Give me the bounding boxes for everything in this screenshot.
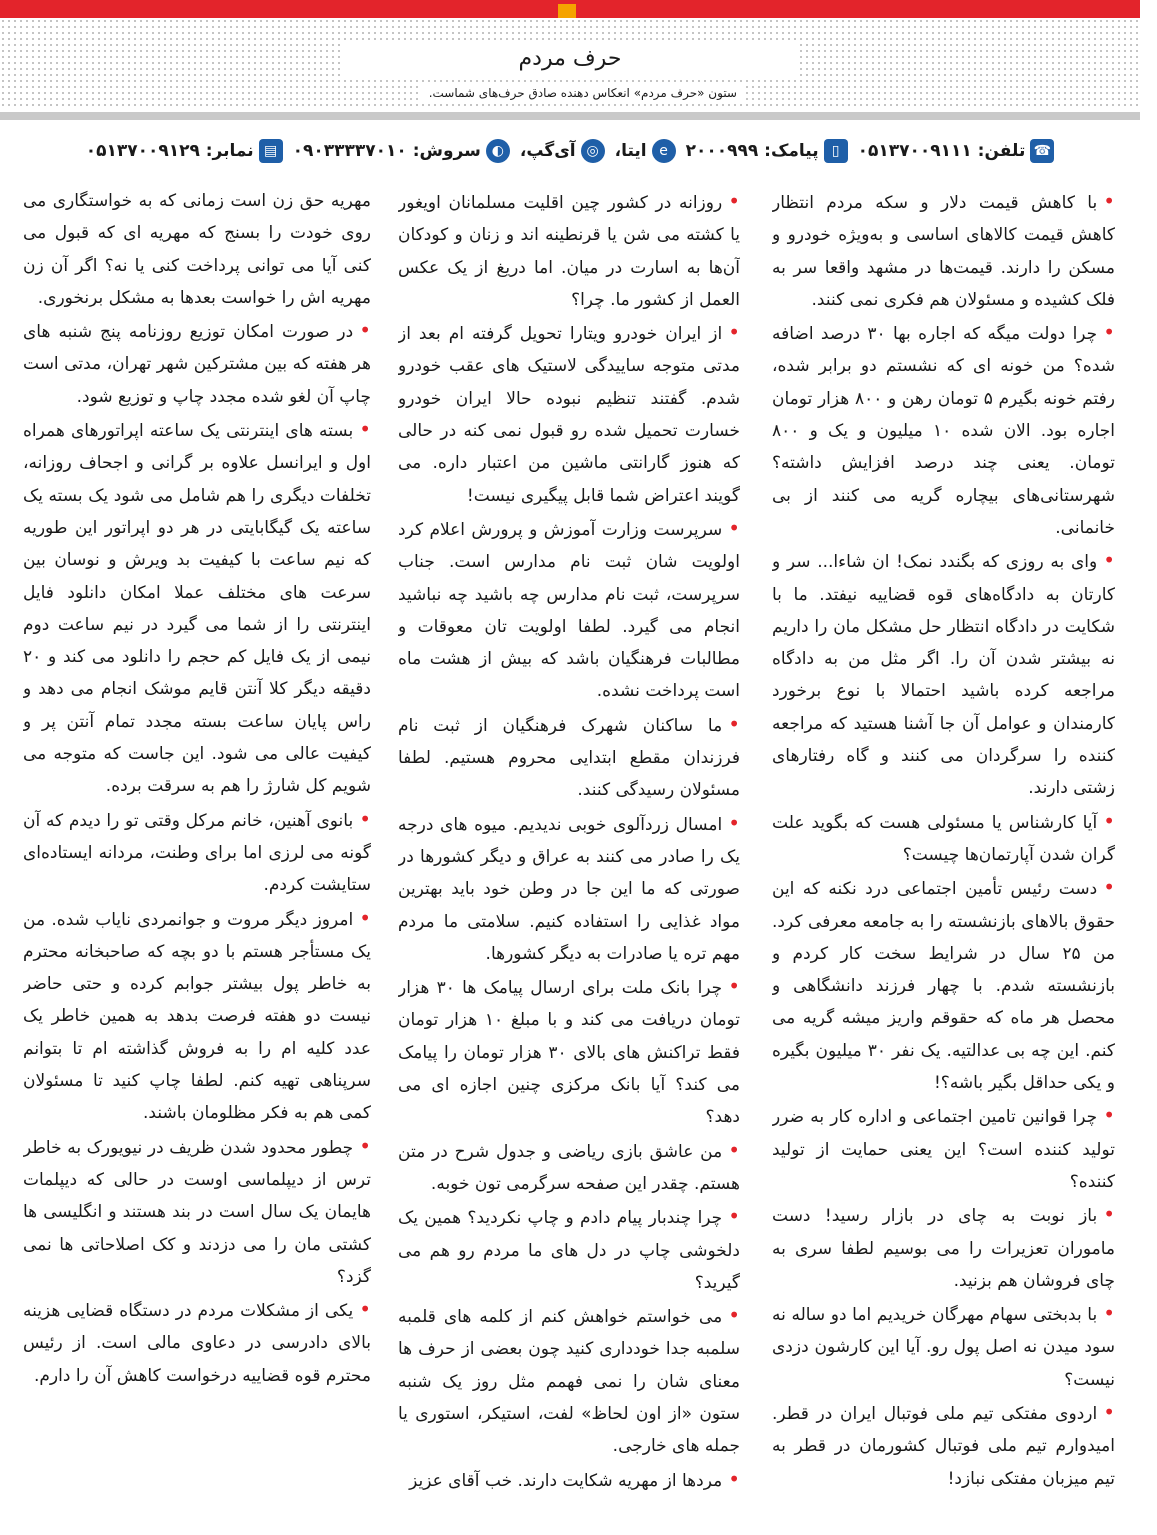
- bullet-icon: •: [359, 1133, 371, 1158]
- message-text: دست رئیس تأمین اجتماعی درد نکنه که این حقوق بالاهای بازنشسته را به جامعه معرفی کرد. من ۲۵ سال در شرایط سخت کار کردم و بازنشسته شدم. با چهار فرزند دانشگاهی و محصل هر ماه که حقوقم واریز میشه گریه می کنم. این چه بی عدالتیه. یک نفر ۳۰ میلیون بگیره و یکی حداقل بگیر باشه؟!: [772, 879, 1115, 1094]
- message-text: می خواستم خواهش کنم از کلمه های قلمبه سلمبه جدا خودداری کنید چون بعضی از حرف ها معنای شان را نمی فهمم مثل روز یک شنبه ستون «از اون لحاظ» لفت، استیکر، استوری یا جمله های خارجی.: [398, 1307, 740, 1457]
- message-item: [398, 316, 740, 512]
- message-text: چرا بانک ملت برای ارسال پیامک ها ۳۰ هزار تومان دریافت می کند و با مبلغ ۱۰ هزار تومان فقط تراکنش های بالای ۳۰ هزار تومان را پیامک می کند؟ آیا بانک مرکزی چنین اجازه ای می دهد؟: [398, 978, 740, 1128]
- message-text: چرا دولت میگه که اجاره بها ۳۰ درصد اضافه شده؟ من خونه ای که نشستم دو برابر شده، رفتم خونه بگیرم ۵ تومان رهن و ۸۰۰ هزار تومان اجاره بود. الان شده ۱۰ میلیون و یک و ۸۰۰ تومان. یعنی چند درصد افزایش داشته؟ شهرستانی‌های بیچاره گریه می کنند از بی خانمانی.: [772, 324, 1115, 538]
- contact-soroush: [293, 139, 510, 163]
- message-item: [398, 512, 740, 708]
- message-text: با کاهش قیمت دلار و سکه مردم انتظار کاهش قیمت کالاهای اساسی و به‌ویژه خودرو و مسکن را دارند. قیمت‌ها در مشهد واقعا سر به فلک کشیده و مسئولان هم فکری نمی کنند.: [772, 193, 1115, 310]
- mobile-icon: ▯: [824, 139, 848, 163]
- message-text: روزانه در کشور چین اقلیت مسلمانان اویغور یا کشته می شن یا قرنطینه اند و زنان و کودکان آن‌ها به اسارت در میان. اما دریغ از یک عکس العمل از کشور ما. چرا؟: [398, 193, 740, 310]
- bullet-icon: •: [728, 320, 740, 345]
- message-text: مهریه حق زن است زمانی که به خواستگاری می روی خودت را بسنج که مهریه ای که قبول می کنی آیا می توانی پرداخت کنی یا نه؟ اگر آن زن مهریه اش را خواست بعدها به مشکل برنخوری.: [23, 191, 371, 308]
- contact-igap-text: آی‌گپ،: [519, 141, 576, 161]
- bullet-icon: •: [1103, 1301, 1115, 1326]
- message-text: بانوی آهنین، خانم مرکل وقتی تو را دیدم که آن گونه می لرزی اما برای وطنت، مردانه ایستاده‌ای ستایشت کردم.: [23, 810, 371, 896]
- bullet-icon: •: [1103, 189, 1115, 213]
- column-1: [772, 185, 1115, 1525]
- message-item: [398, 807, 740, 970]
- bullet-icon: •: [728, 1204, 740, 1229]
- bullet-icon: •: [1103, 320, 1115, 345]
- bullet-icon: •: [728, 711, 740, 736]
- message-item: [398, 1200, 740, 1299]
- message-item: [23, 314, 371, 413]
- message-text: یکی از مشکلات مردم در دستگاه قضایی هزینه بالای دادرسی در دعاوی مالی است. از رئیس محترم قوه قضاییه درخواست کاهش آن را دارم.: [23, 1301, 371, 1386]
- bullet-icon: •: [359, 417, 371, 442]
- bullet-icon: •: [728, 189, 740, 213]
- message-text: وای به روزی که بگندد نمک! ان شاءا... سر و کارتان به دادگاه‌های قوه قضاییه نیفتد. ما با شکایت در دادگاه انتظار حل مشکل مان را داریم نه بیشتر شدن آن را. اگر مثل من به دادگاه مراجعه کرده باشید احتمالا با نوع برخورد کارمندان و عوامل آن جا آشنا هستید که مراجعه کننده را سرگردان می کنند و گاه رفتارهای زشتی دارند.: [772, 552, 1115, 799]
- message-item: [23, 1130, 371, 1293]
- message-text: سرپرست وزارت آموزش و پرورش اعلام کرد اولویت شان ثبت نام مدارس است. جناب سرپرست، ثبت نام مدارس چه باشید چه نباشید انجام می گیرد. لطفا اولویت تان معوقات و مطالبات فرهنگیان باشد که بیش از هشت ماه است پرداخت نشده.: [398, 519, 740, 702]
- contact-igap: [520, 139, 605, 163]
- message-text: آیا کارشناس یا مسئولی هست که بگوید علت گران شدن آپارتمان‌ها چیست؟: [772, 812, 1115, 865]
- message-item: [398, 185, 740, 316]
- message-text: مردها از مهریه شکایت دارند. خب آقای عزیز: [409, 1470, 723, 1491]
- message-item: [772, 1297, 1115, 1396]
- column-3: [23, 185, 371, 1525]
- message-item: [23, 902, 371, 1130]
- contact-phone: [858, 139, 1055, 163]
- igap-icon: ◎: [581, 139, 605, 163]
- masthead: [0, 18, 1140, 110]
- divider-bar: [0, 112, 1140, 120]
- contact-bar: [0, 130, 1140, 172]
- bullet-icon: •: [728, 515, 740, 540]
- contact-eitaa-text: ایتا،: [614, 141, 647, 161]
- soroush-icon: ◐: [486, 139, 510, 163]
- message-text: از ایران خودرو ویتارا تحویل گرفته ام بعد از مدتی متوجه ساییدگی لاستیک های عقب خودرو شدم. گفتند تنظیم نبوده حالا ایران خودرو خسارت تحمیل شده رو قبول نمی کنه در حالی که هنوز گارانتی ماشین من اعتبار داره. می گویند اعتراض شما قابل پیگیری نیست!: [398, 324, 740, 506]
- message-item: [772, 185, 1115, 316]
- message-item: [772, 1396, 1115, 1495]
- contact-soroush-text: سروش: ۰۹۰۳۳۳۳۷۰۱۰: [292, 141, 481, 161]
- message-item: [23, 413, 371, 803]
- message-text: امسال زردآلوی خوبی ندیدیم. میوه های درجه یک را صادر می کنند به عراق و دیگر کشورها در صورتی که ما این جا در وطن خود باید بهترین مواد غذایی را استفاده کنیم. سلامتی ما مردم مهم تره یا صادرات به دیگر کشورها.: [398, 814, 740, 964]
- contact-sms: [686, 139, 848, 163]
- message-item: [23, 1293, 371, 1392]
- bullet-icon: •: [728, 810, 740, 835]
- eitaa-icon: e: [652, 139, 676, 163]
- message-text: من عاشق بازی ریاضی و جدول شرح در متن هستم. چقدر این صفحه سرگرمی تون خوبه.: [398, 1141, 740, 1194]
- message-text: در صورت امکان توزیع روزنامه پنج شنبه های هر هفته که بین مشترکین شهر تهران، مدتی است چاپ آن لغو شده مجدد چاپ و توزیع شود.: [23, 322, 371, 407]
- message-item: [772, 544, 1115, 804]
- message-item: [23, 185, 371, 314]
- column-2: [398, 185, 740, 1525]
- message-item: [398, 1134, 740, 1201]
- page-subtitle: ستون «حرف مردم» انعکاس دهنده صادق حرف‌های شماست.: [421, 84, 745, 102]
- contact-sms-text: پیامک: ۲۰۰۰۹۹۹: [685, 141, 819, 161]
- bullet-icon: •: [728, 1137, 740, 1162]
- bullet-icon: •: [359, 806, 371, 831]
- contact-fax: [86, 139, 283, 163]
- bullet-icon: •: [728, 1303, 740, 1328]
- message-text: باز نوبت به چای در بازار رسید! دست ماموران تعزیرات را می بوسیم لطفا سری به چای فروشان هم بزنید.: [772, 1206, 1115, 1291]
- message-text: بسته های اینترنتی یک ساعته اپراتورهای همراه اول و ایرانسل علاوه بر گرانی و اجحاف روزانه، تخلفات دیگری را هم شامل می شود یک بسته یک ساعته یک گیگابایتی در هر دو اپراتور این طوریه که نیم ساعت با کیفیت بد ویرش و نوسان بین سرعت های مختلف عملا امکان دانلود فایل اینترنتی را از شما می گیرد در نیم ساعت دوم نیمی از یک فایل کم حجم را دانلود می کند و ۲۰ دقیقه دیگر کلا آنتن قایم موشک انجام می دهد و راس پایان ساعت بسته مجدد تمام آنتن پر و کیفیت عالی می شود. این جاست که متوجه می شویم کل شارژ را هم به سرقت برده.: [23, 421, 371, 797]
- bullet-icon: •: [728, 974, 740, 999]
- message-item: [772, 1099, 1115, 1198]
- page-title: حرف مردم: [340, 40, 800, 78]
- message-text: با بدبختی سهام مهرگان خریدیم اما دو ساله نه سود میدن نه اصل پول رو. آیا این کارشون دزدی نیست؟: [772, 1305, 1115, 1390]
- message-text: ما ساکنان شهرک فرهنگیان از ثبت نام فرزندان مقطع ابتدایی محروم هستیم. لطفا مسئولان رسیدگی کنند.: [398, 715, 740, 801]
- message-item: [398, 708, 740, 807]
- bullet-icon: •: [1103, 1103, 1115, 1128]
- message-text: اردوی مفتکی تیم ملی فوتبال ایران در قطر. امیدوارم تیم ملی فوتبال کشورمان در قطر به تیم میزبان مفتکی نبازد!: [772, 1403, 1115, 1489]
- message-item: [772, 1198, 1115, 1297]
- message-item: [398, 1299, 740, 1462]
- message-text: امروز دیگر مروت و جوانمردی نایاب شده. من یک مستأجر هستم با دو بچه که صاحبخانه محترم به خاطر پول بیشتر جوابم کرده و حتی حاضر نیست دو هفته فرصت بدهد به همین خاطر یک عدد کلیه ام را به فروش گذاشته ام تا بتوانم سرپناهی تهیه کنم. لطفا چاپ کنید تا مسئولان کمی هم به فکر مظلومان باشند.: [23, 909, 371, 1124]
- bullet-icon: •: [728, 1466, 740, 1491]
- message-item: [772, 316, 1115, 544]
- message-item: [398, 1463, 740, 1497]
- message-text: چرا قوانین تامین اجتماعی و اداره کار به ضرر تولید کننده است؟ این یعنی حمایت از تولید کننده؟: [772, 1107, 1115, 1192]
- message-item: [772, 805, 1115, 872]
- bullet-icon: •: [1103, 1399, 1115, 1424]
- contact-eitaa: [615, 139, 676, 163]
- contact-fax-text: نمابر: ۰۵۱۳۷۰۰۹۱۲۹: [85, 141, 254, 161]
- bullet-icon: •: [359, 318, 371, 343]
- fax-icon: ▤: [259, 139, 283, 163]
- bullet-icon: •: [1103, 1202, 1115, 1227]
- message-text: چرا چندبار پیام دادم و چاپ نکردید؟ همین یک دلخوشی چاپ در دل های ما مردم رو هم می گیرید؟: [398, 1208, 740, 1293]
- bullet-icon: •: [1103, 548, 1115, 573]
- phone-icon: ☎: [1030, 139, 1054, 163]
- bullet-icon: •: [359, 905, 371, 930]
- message-item: [23, 803, 371, 902]
- bullet-icon: •: [1103, 875, 1115, 900]
- bullet-icon: •: [359, 1297, 371, 1322]
- message-text: چطور محدود شدن ظریف در نیویورک به خاطر ترس از دیپلماسی اوست در حالی که دیپلمات هایمان یک سال است در بند هستند و انگلیسی ها کشتی مان را می دزدند و کک اصلاحاتی ها نمی گزد؟: [23, 1137, 371, 1287]
- message-item: [772, 871, 1115, 1099]
- contact-phone-text: تلفن: ۰۵۱۳۷۰۰۹۱۱۱: [857, 141, 1026, 161]
- bullet-icon: •: [1103, 808, 1115, 833]
- message-item: [398, 970, 740, 1133]
